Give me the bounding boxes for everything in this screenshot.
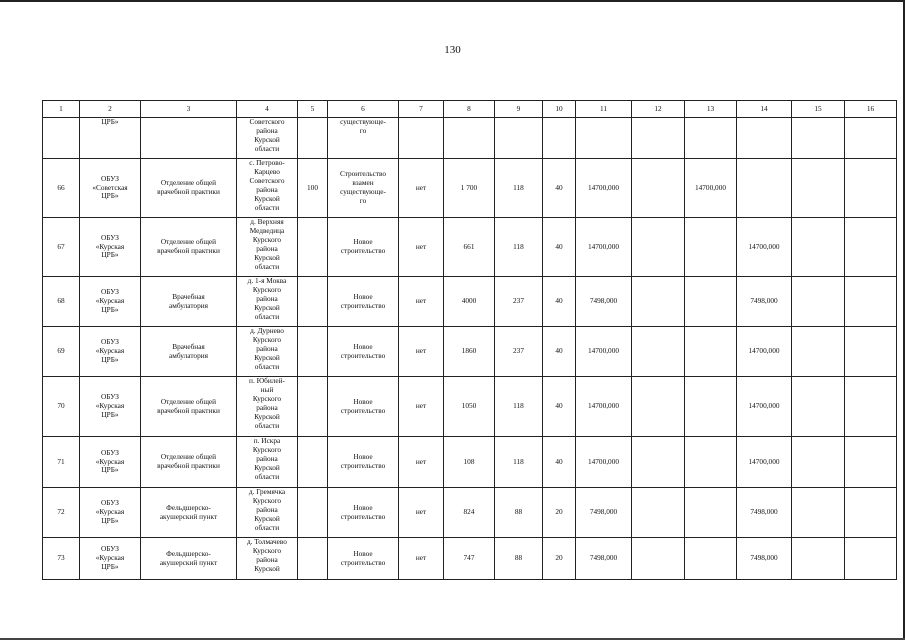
cell-c1 (43, 118, 80, 159)
cell-c8: 1860 (444, 327, 495, 377)
cell-c16 (845, 488, 897, 538)
cell-c4: д. 1-я Моква Курского района Курской области (237, 277, 298, 327)
cell-c14: 7498,000 (737, 538, 792, 580)
cell-c13 (685, 437, 737, 488)
cell-c2: ЦРБ» (80, 118, 141, 159)
cell-c12 (632, 118, 685, 159)
cell-c12 (632, 437, 685, 488)
column-number-header: 10 (543, 101, 576, 118)
cell-c5 (298, 218, 328, 277)
cell-c5 (298, 118, 328, 159)
cell-c11: 14700,000 (576, 437, 632, 488)
cell-c9: 237 (495, 277, 543, 327)
column-number-header: 1 (43, 101, 80, 118)
cell-c13 (685, 488, 737, 538)
cell-c11: 14700,000 (576, 377, 632, 437)
cell-c11: 7498,000 (576, 277, 632, 327)
cell-c3: Фельдшерско- акушерский пункт (141, 538, 237, 580)
cell-c5 (298, 437, 328, 488)
cell-c2: ОБУЗ «Курская ЦРБ» (80, 488, 141, 538)
cell-c15 (792, 488, 845, 538)
cell-c7: нет (399, 377, 444, 437)
cell-c8: 4000 (444, 277, 495, 327)
cell-c1: 69 (43, 327, 80, 377)
cell-c14: 14700,000 (737, 327, 792, 377)
cell-c8: 1050 (444, 377, 495, 437)
cell-c2: ОБУЗ «Советская ЦРБ» (80, 159, 141, 218)
cell-c1: 67 (43, 218, 80, 277)
cell-c14: 14700,000 (737, 437, 792, 488)
cell-c2: ОБУЗ «Курская ЦРБ» (80, 377, 141, 437)
cell-c13 (685, 327, 737, 377)
cell-c7: нет (399, 488, 444, 538)
cell-c6: Новое строительство (328, 488, 399, 538)
cell-c15 (792, 327, 845, 377)
cell-c13 (685, 377, 737, 437)
cell-c16 (845, 377, 897, 437)
cell-c14: 14700,000 (737, 377, 792, 437)
column-number-header: 2 (80, 101, 141, 118)
cell-c9: 118 (495, 218, 543, 277)
table-row (43, 538, 897, 580)
cell-c2: ОБУЗ «Курская ЦРБ» (80, 277, 141, 327)
table-row (43, 277, 897, 327)
cell-c8: 747 (444, 538, 495, 580)
cell-c7: нет (399, 437, 444, 488)
cell-c4: с. Петрово- Карцево Советского района Курской области (237, 159, 298, 218)
cell-c8: 661 (444, 218, 495, 277)
cell-c7: нет (399, 159, 444, 218)
table-row (43, 218, 897, 277)
cell-c10: 40 (543, 327, 576, 377)
cell-c15 (792, 538, 845, 580)
column-number-header: 13 (685, 101, 737, 118)
scan-border-top (0, 0, 905, 2)
cell-c3 (141, 118, 237, 159)
cell-c10: 40 (543, 437, 576, 488)
cell-c14 (737, 118, 792, 159)
column-number-header: 8 (444, 101, 495, 118)
table-row (43, 437, 897, 488)
cell-c9: 118 (495, 377, 543, 437)
cell-c13 (685, 277, 737, 327)
cell-c3: Фельдшерско- акушерский пункт (141, 488, 237, 538)
cell-c15 (792, 377, 845, 437)
cell-c1: 68 (43, 277, 80, 327)
cell-c7: нет (399, 277, 444, 327)
cell-c5 (298, 488, 328, 538)
cell-c6: Новое строительство (328, 377, 399, 437)
cell-c8: 824 (444, 488, 495, 538)
cell-c16 (845, 538, 897, 580)
cell-c10: 40 (543, 277, 576, 327)
cell-c11: 7498,000 (576, 488, 632, 538)
cell-c15 (792, 218, 845, 277)
cell-c11 (576, 118, 632, 159)
column-number-header: 15 (792, 101, 845, 118)
cell-c2: ОБУЗ «Курская ЦРБ» (80, 538, 141, 580)
cell-c6: Новое строительство (328, 277, 399, 327)
cell-c16 (845, 159, 897, 218)
cell-c7: нет (399, 327, 444, 377)
cell-c3: Отделение общей врачебной практики (141, 377, 237, 437)
column-number-header: 12 (632, 101, 685, 118)
cell-c5 (298, 327, 328, 377)
cell-c10: 20 (543, 488, 576, 538)
cell-c10: 40 (543, 159, 576, 218)
cell-c13 (685, 218, 737, 277)
table-row (43, 159, 897, 218)
cell-c2: ОБУЗ «Курская ЦРБ» (80, 327, 141, 377)
cell-c8: 108 (444, 437, 495, 488)
cell-c1: 72 (43, 488, 80, 538)
cell-c5: 100 (298, 159, 328, 218)
cell-c8 (444, 118, 495, 159)
cell-c2: ОБУЗ «Курская ЦРБ» (80, 218, 141, 277)
cell-c10: 20 (543, 538, 576, 580)
cell-c3: Отделение общей врачебной практики (141, 437, 237, 488)
cell-c12 (632, 538, 685, 580)
cell-c12 (632, 377, 685, 437)
cell-c12 (632, 159, 685, 218)
page-number: 130 (444, 44, 461, 56)
cell-c4: п. Юбилей- ный Курского района Курской области (237, 377, 298, 437)
facilities-table (42, 100, 897, 580)
cell-c3: Отделение общей врачебной практики (141, 159, 237, 218)
cell-c7 (399, 118, 444, 159)
column-number-header: 6 (328, 101, 399, 118)
cell-c11: 7498,000 (576, 538, 632, 580)
cell-c10: 40 (543, 218, 576, 277)
column-number-header: 14 (737, 101, 792, 118)
cell-c5 (298, 277, 328, 327)
cell-c16 (845, 327, 897, 377)
cell-c6: Новое строительство (328, 218, 399, 277)
cell-c13 (685, 538, 737, 580)
cell-c4: д. Гремячка Курского района Курской области (237, 488, 298, 538)
cell-c11: 14700,000 (576, 159, 632, 218)
column-number-header: 11 (576, 101, 632, 118)
cell-c14 (737, 159, 792, 218)
cell-c9: 88 (495, 488, 543, 538)
cell-c15 (792, 277, 845, 327)
cell-c16 (845, 437, 897, 488)
cell-c4: д. Дурнево Курского района Курской области (237, 327, 298, 377)
cell-c15 (792, 437, 845, 488)
cell-c13 (685, 118, 737, 159)
cell-c16 (845, 218, 897, 277)
cell-c1: 73 (43, 538, 80, 580)
cell-c7: нет (399, 218, 444, 277)
cell-c14: 14700,000 (737, 218, 792, 277)
cell-c4: п. Искра Курского района Курской области (237, 437, 298, 488)
cell-c12 (632, 488, 685, 538)
cell-c4: Советского района Курской области (237, 118, 298, 159)
cell-c9: 88 (495, 538, 543, 580)
cell-c6: Новое строительство (328, 538, 399, 580)
column-number-header: 3 (141, 101, 237, 118)
cell-c6: Новое строительство (328, 327, 399, 377)
cell-c15 (792, 159, 845, 218)
cell-c5 (298, 538, 328, 580)
cell-c9: 237 (495, 327, 543, 377)
cell-c10: 40 (543, 377, 576, 437)
cell-c8: 1 700 (444, 159, 495, 218)
cell-c12 (632, 218, 685, 277)
cell-c12 (632, 277, 685, 327)
table-row (43, 327, 897, 377)
cell-c3: Врачебная амбулатория (141, 277, 237, 327)
cell-c15 (792, 118, 845, 159)
column-number-header: 7 (399, 101, 444, 118)
column-number-header: 9 (495, 101, 543, 118)
cell-c3: Врачебная амбулатория (141, 327, 237, 377)
table-row (43, 377, 897, 437)
cell-c14: 7498,000 (737, 277, 792, 327)
column-number-header: 16 (845, 101, 897, 118)
cell-c1: 70 (43, 377, 80, 437)
column-number-header: 5 (298, 101, 328, 118)
cell-c5 (298, 377, 328, 437)
cell-c9: 118 (495, 437, 543, 488)
cell-c12 (632, 327, 685, 377)
cell-c3: Отделение общей врачебной практики (141, 218, 237, 277)
cell-c13: 14700,000 (685, 159, 737, 218)
cell-c4: д. Толмачево Курского района Курской (237, 538, 298, 580)
cell-c2: ОБУЗ «Курская ЦРБ» (80, 437, 141, 488)
cell-c9: 118 (495, 159, 543, 218)
cell-c4: д. Верхняя Медведица Курского района Курской области (237, 218, 298, 277)
continuation-row (43, 118, 897, 159)
cell-c10 (543, 118, 576, 159)
cell-c9 (495, 118, 543, 159)
cell-c1: 66 (43, 159, 80, 218)
cell-c7: нет (399, 538, 444, 580)
cell-c11: 14700,000 (576, 218, 632, 277)
column-number-row (43, 101, 897, 118)
cell-c1: 71 (43, 437, 80, 488)
cell-c14: 7498,000 (737, 488, 792, 538)
cell-c16 (845, 118, 897, 159)
cell-c6: существующе- го (328, 118, 399, 159)
cell-c6: Новое строительство (328, 437, 399, 488)
table-row (43, 488, 897, 538)
column-number-header: 4 (237, 101, 298, 118)
cell-c16 (845, 277, 897, 327)
cell-c11: 14700,000 (576, 327, 632, 377)
cell-c6: Строительство взамен существующе- го (328, 159, 399, 218)
